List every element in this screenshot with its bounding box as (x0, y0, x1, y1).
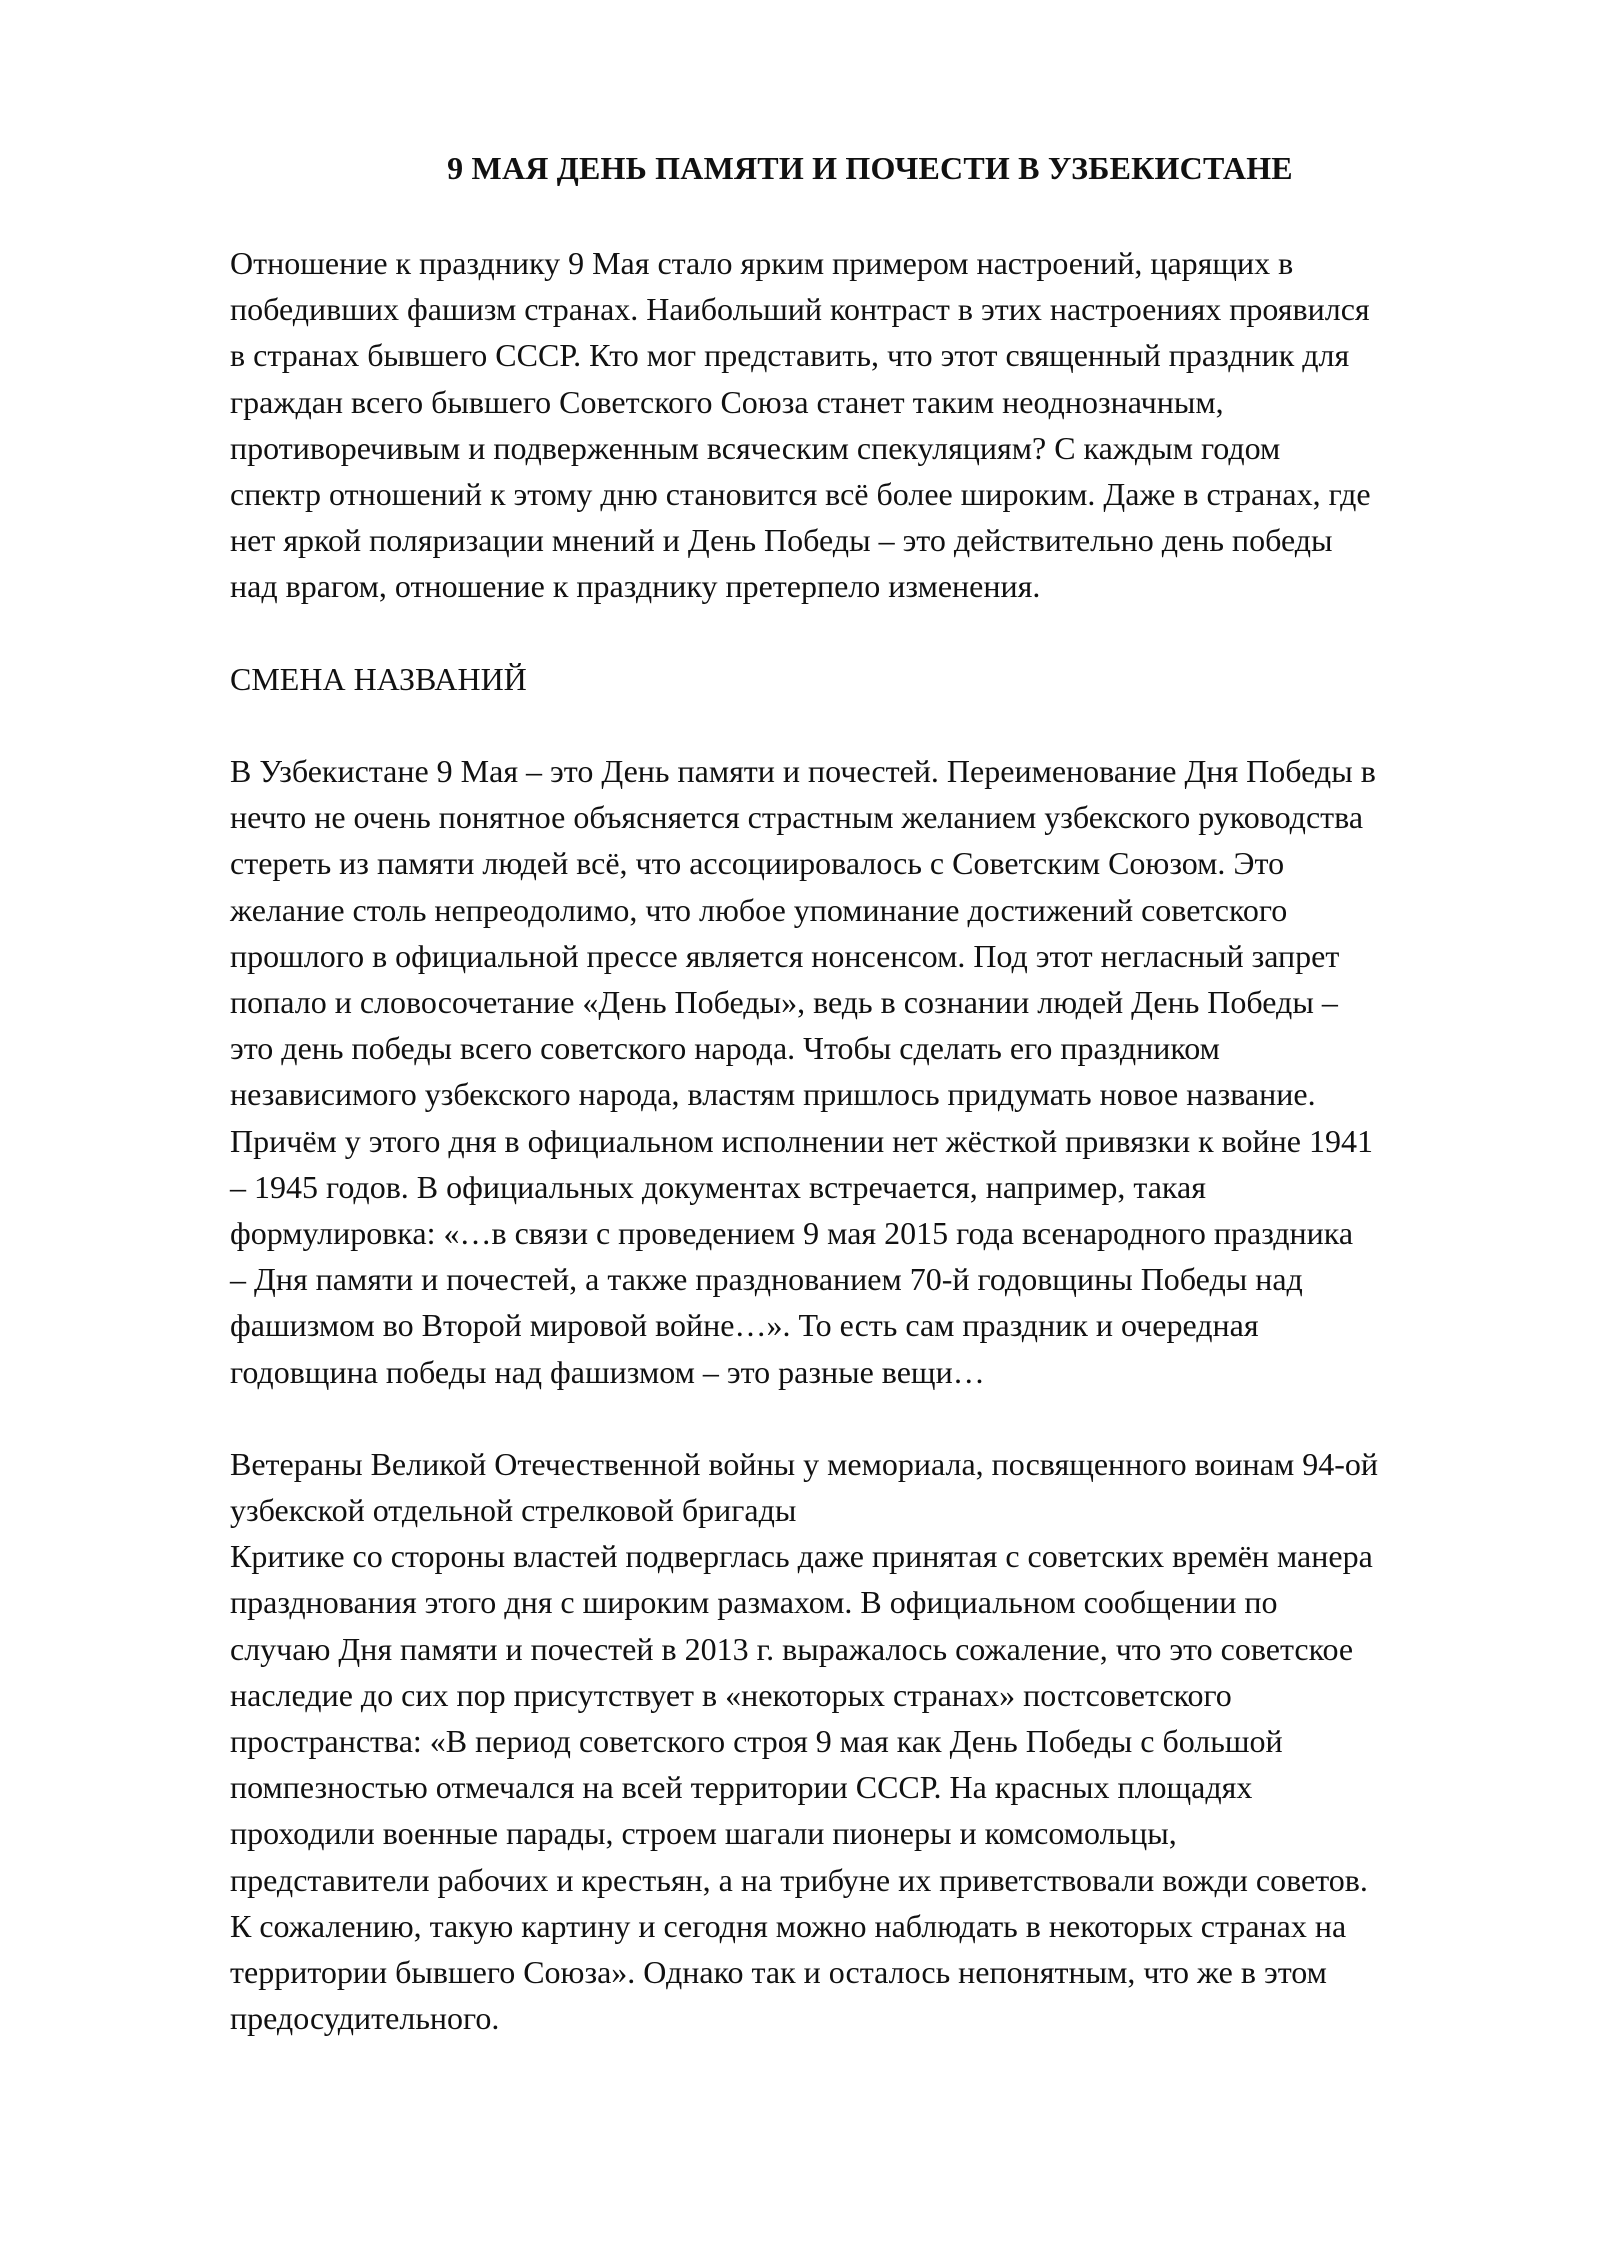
critique-paragraph (230, 1533, 1510, 2041)
text-line: – Дня памяти и почестей, а также празднованием 70-й годовщины Победы над (230, 1261, 1303, 1298)
text-line: территории бывшего Союза». Однако так и осталось непонятным, что же в этом (230, 1953, 1327, 1990)
text-line: противоречивым и подверженным всяческим спекуляциям? С каждым годом (230, 429, 1281, 466)
text-line: Причём у этого дня в официальном исполнении нет жёсткой привязки к войне 1941 (230, 1122, 1373, 1159)
text-line: – 1945 годов. В официальных документах встречается, например, такая (230, 1168, 1206, 1205)
text-line: Критике со стороны властей подверглась даже принятая с советских времён манера (230, 1538, 1373, 1575)
text-line: пространства: «В период советского строя 9 мая как День Победы с большой (230, 1723, 1283, 1760)
section-heading: СМЕНА НАЗВАНИЙ (230, 660, 527, 697)
text-line: случаю Дня памяти и почестей в 2013 г. выражалось сожаление, что это советское (230, 1630, 1354, 1667)
paragraph-spacer (230, 702, 1510, 748)
document-title: 9 МАЯ ДЕНЬ ПАМЯТИ И ПОЧЕСТИ В УЗБЕКИСТАНЕ (447, 150, 1293, 186)
text-line: Ветераны Великой Отечественной войны у мемориала, посвященного воинам 94-ой (230, 1445, 1378, 1482)
text-line: празднования этого дня с широким размахом. В официальном сообщении по (230, 1584, 1278, 1621)
text-line: формулировка: «…в связи с проведением 9 мая 2015 года всенародного праздника (230, 1214, 1354, 1251)
paragraph-spacer (230, 1395, 1510, 1441)
text-line: в странах бывшего СССР. Кто мог представить, что этот священный праздник для (230, 337, 1350, 374)
text-line: независимого узбекского народа, властям пришлось придумать новое название. (230, 1076, 1316, 1113)
text-line: проходили военные парады, строем шагали пионеры и комсомольцы, (230, 1815, 1177, 1852)
text-line: желание столь непреодолимо, что любое упоминание достижений советского (230, 891, 1288, 928)
paragraph-spacer (230, 610, 1510, 656)
text-line: нет яркой поляризации мнений и День Победы – это действительно день победы (230, 522, 1333, 559)
text-line: попало и словосочетание «День Победы», ведь в сознании людей День Победы – (230, 984, 1338, 1021)
intro-paragraph (230, 240, 1510, 610)
text-line: прошлого в официальной прессе является нонсенсом. Под этот негласный запрет (230, 937, 1340, 974)
text-line: фашизмом во Второй мировой войне…». То есть сам праздник и очередная (230, 1307, 1259, 1344)
text-line: над врагом, отношение к празднику претерпело изменения. (230, 568, 1041, 605)
document-page (230, 148, 1510, 2041)
text-line: это день победы всего советского народа. Чтобы сделать его праздником (230, 1030, 1220, 1067)
text-line: предосудительного. (230, 2000, 500, 2037)
text-line: помпезностью отмечался на всей территории СССР. На красных площадях (230, 1769, 1253, 1806)
text-line: победивших фашизм странах. Наибольший контраст в этих настроениях проявился (230, 291, 1370, 328)
text-line: Отношение к празднику 9 Мая стало ярким примером настроений, царящих в (230, 245, 1294, 281)
text-line: К сожалению, такую картину и сегодня можно наблюдать в некоторых странах на (230, 1907, 1347, 1944)
text-line: стереть из памяти людей всё, что ассоциировалось с Советским Союзом. Это (230, 845, 1285, 882)
text-line: В Узбекистане 9 Мая – это День памяти и почестей. Переименование Дня Победы в (230, 753, 1376, 790)
text-line: спектр отношений к этому дню становится всё более широким. Даже в странах, где (230, 475, 1371, 512)
text-line: наследие до сих пор присутствует в «некоторых странах» постсоветского (230, 1676, 1232, 1713)
text-line: представители рабочих и крестьян, а на трибуне их приветствовали вожди советов. (230, 1861, 1368, 1898)
text-line: узбекской отдельной стрелковой бригады (230, 1492, 797, 1529)
text-line: годовщина победы над фашизмом – это разные вещи… (230, 1353, 985, 1390)
text-line: граждан всего бывшего Советского Союза станет таким неоднозначным, (230, 383, 1224, 420)
text-line: нечто не очень понятное объясняется страстным желанием узбекского руководства (230, 799, 1364, 836)
photo-caption (230, 1441, 1510, 1533)
body-paragraph (230, 748, 1510, 1395)
